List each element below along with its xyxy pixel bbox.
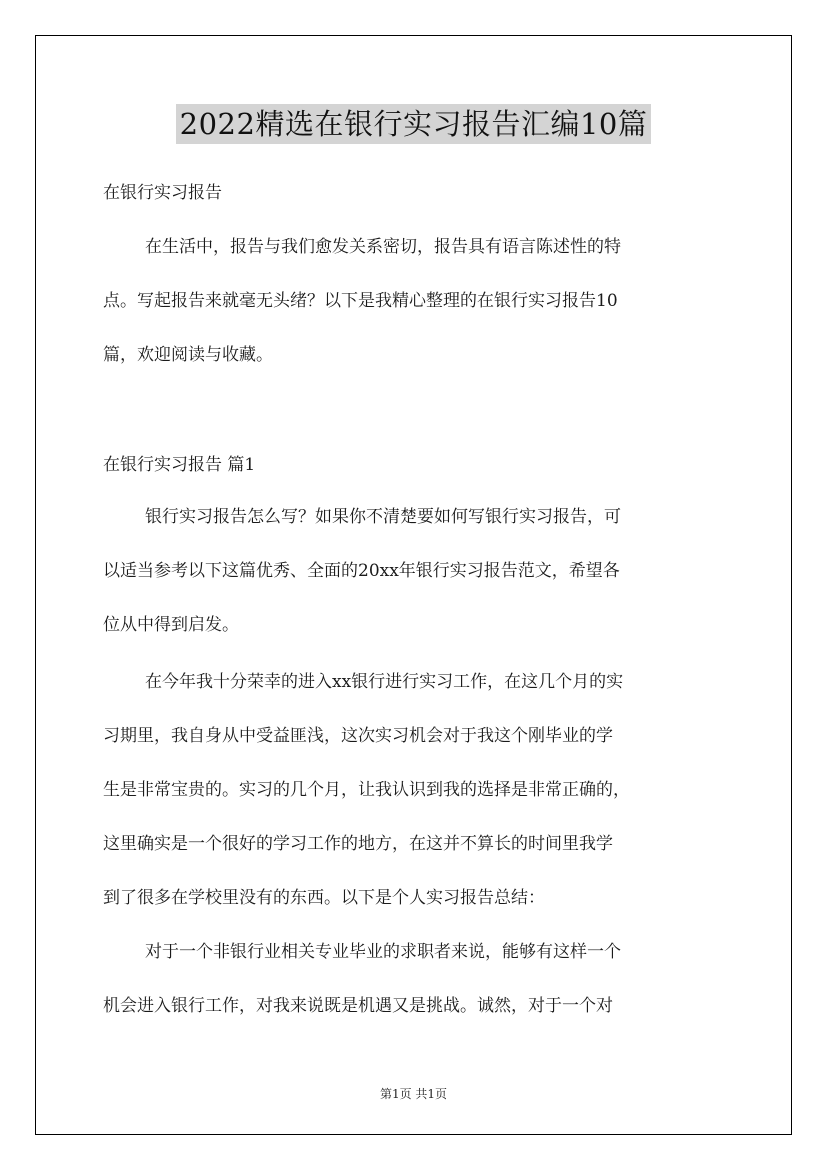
paragraph-line: 以适当参考以下这篇优秀、全面的20xx年银行实习报告范文，希望各: [103, 561, 620, 581]
intro-paragraph: [103, 220, 726, 382]
document-title: 2022精选在银行实习报告汇编10篇: [176, 104, 652, 144]
paragraph-line: 在今年我十分荣幸的进入xx银行进行实习工作，在这几个月的实: [145, 672, 624, 692]
paragraph-2: [103, 655, 726, 925]
paragraph-line: 机会进入银行工作，对我来说既是机遇又是挑战。诚然，对于一个对: [103, 996, 613, 1016]
paragraph-line: 在生活中，报告与我们愈发关系密切，报告具有语言陈述性的特: [145, 237, 621, 257]
paragraph-line: 银行实习报告怎么写？如果你不清楚要如何写银行实习报告，可: [145, 507, 621, 527]
page-footer: 第1页 共1页: [379, 1087, 448, 1101]
section-heading: 在银行实习报告 篇1: [103, 455, 256, 475]
paragraph-line: 到了很多在学校里没有的东西。以下是个人实习报告总结：: [103, 888, 545, 908]
paragraph-line: 这里确实是一个很好的学习工作的地方，在这并不算长的时间里我学: [103, 834, 613, 854]
paragraph-line: 习期里，我自身从中受益匪浅，这次实习机会对于我这个刚毕业的学: [103, 726, 613, 746]
title-container: [0, 104, 827, 144]
paragraph-line: 点。写起报告来就毫无头绪？以下是我精心整理的在银行实习报告10: [103, 291, 618, 311]
paragraph-line: 对于一个非银行业相关专业毕业的求职者来说，能够有这样一个: [145, 942, 621, 962]
paragraph-1: [103, 490, 726, 652]
paragraph-line: 篇，欢迎阅读与收藏。: [103, 345, 273, 365]
subtitle: 在银行实习报告: [103, 183, 222, 203]
paragraph-line: 生是非常宝贵的。实习的几个月，让我认识到我的选择是非常正确的，: [103, 780, 630, 800]
paragraph-3: [103, 925, 726, 1033]
paragraph-line: 位从中得到启发。: [103, 615, 239, 635]
